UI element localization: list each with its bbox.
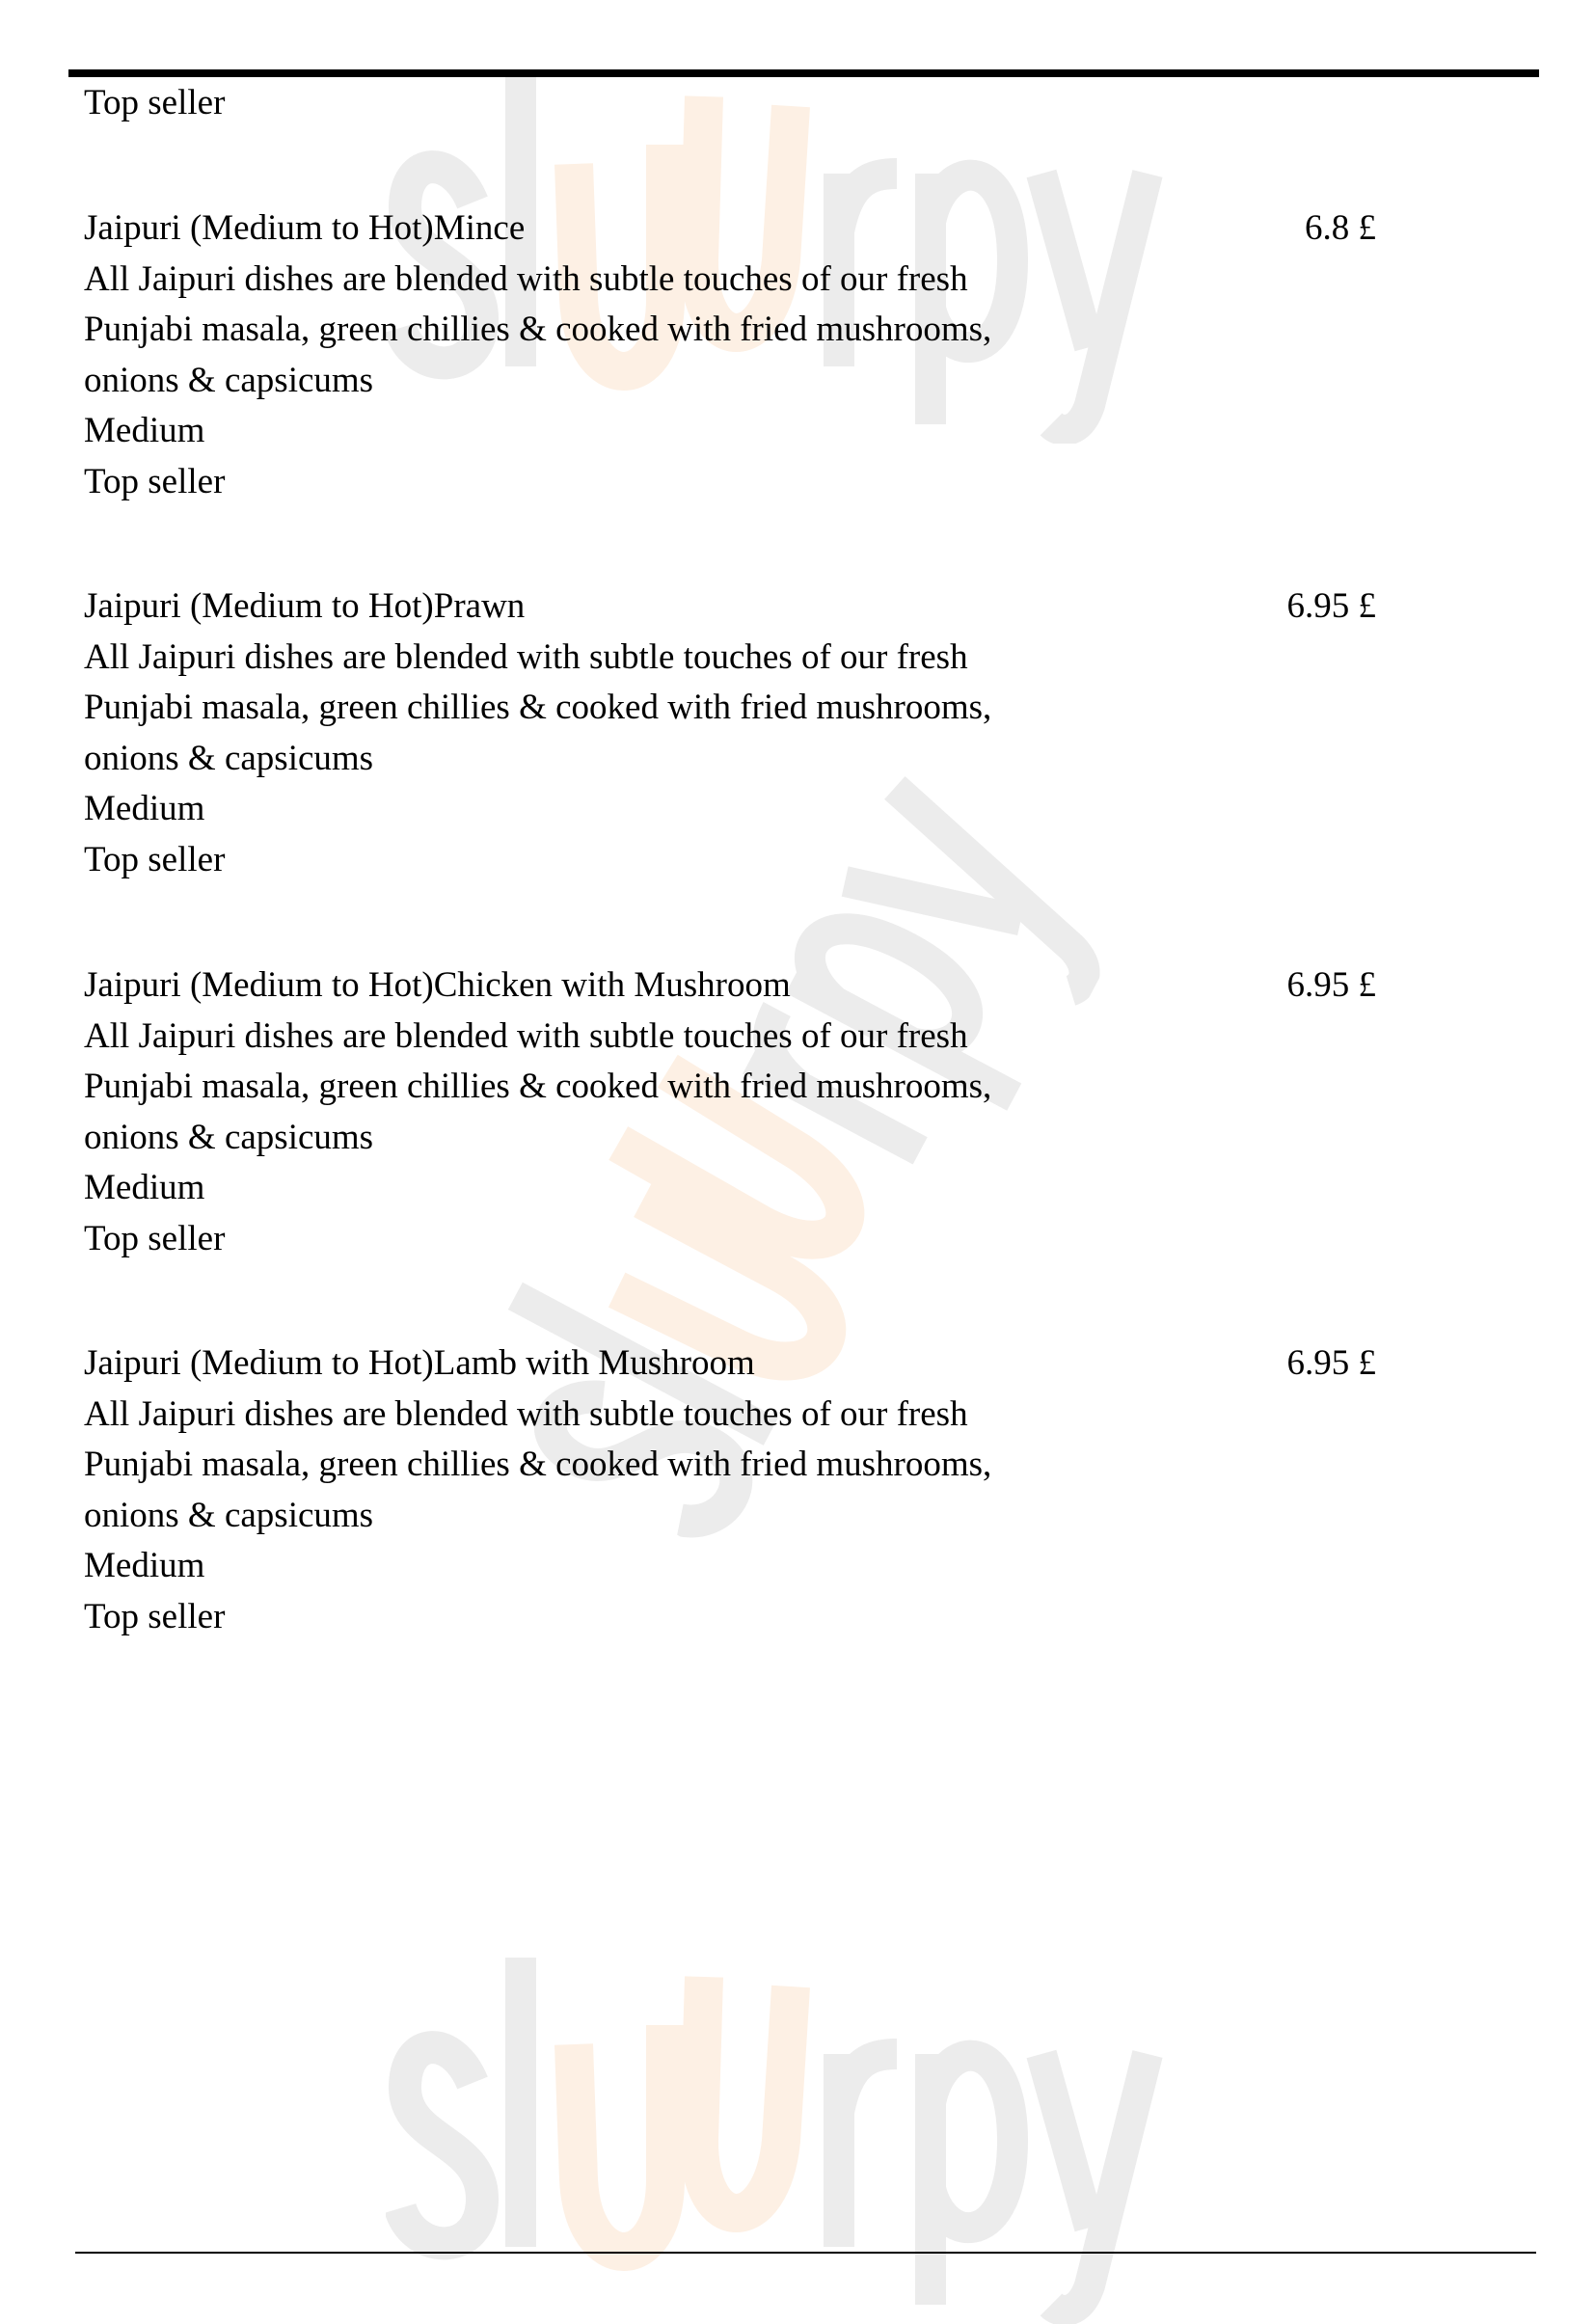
item-description: All Jaipuri dishes are blended with subtle touches of our fresh — [84, 1393, 968, 1434]
item-description: onions & capsicums — [84, 738, 374, 778]
item-tag: Top seller — [84, 1218, 226, 1258]
item-description: Punjabi masala, green chillies & cooked with fried mushrooms, — [84, 1445, 992, 1484]
item-spice: Medium — [84, 789, 205, 828]
menu-item — [84, 581, 1376, 885]
item-spice: Medium — [84, 411, 205, 450]
item-name: Jaipuri (Medium to Hot)Mince — [84, 208, 526, 248]
item-price: 6.95 £ — [1286, 1343, 1376, 1383]
item-price: 6.8 £ — [1305, 208, 1376, 248]
item-tag: Top seller — [84, 839, 226, 879]
item-description: onions & capsicums — [84, 1495, 374, 1535]
menu-item — [84, 203, 1376, 507]
item-price: 6.95 £ — [1286, 586, 1376, 626]
item-description: onions & capsicums — [84, 1117, 374, 1157]
item-name: Jaipuri (Medium to Hot)Chicken with Mushroom — [84, 965, 791, 1005]
item-tag: Top seller — [84, 1596, 226, 1636]
item-description: All Jaipuri dishes are blended with subtle touches of our fresh — [84, 636, 968, 677]
item-price: 6.95 £ — [1286, 965, 1376, 1005]
item-description: All Jaipuri dishes are blended with subtle touches of our fresh — [84, 258, 968, 299]
item-description: onions & capsicums — [84, 360, 374, 400]
continued-tag: Top seller — [84, 83, 226, 122]
bottom-rule — [75, 2252, 1536, 2254]
item-name: Jaipuri (Medium to Hot)Prawn — [84, 586, 526, 626]
watermark-logo — [386, 1919, 1254, 2324]
item-description: Punjabi masala, green chillies & cooked with fried mushrooms, — [84, 688, 992, 727]
top-rule — [68, 69, 1539, 77]
item-description: Punjabi masala, green chillies & cooked with fried mushrooms, — [84, 310, 992, 349]
item-spice: Medium — [84, 1168, 205, 1207]
menu-item — [84, 1338, 1376, 1642]
item-description: Punjabi masala, green chillies & cooked with fried mushrooms, — [84, 1067, 992, 1106]
item-name: Jaipuri (Medium to Hot)Lamb with Mushroom — [84, 1343, 755, 1383]
menu-item — [84, 960, 1376, 1264]
item-tag: Top seller — [84, 461, 226, 501]
item-description: All Jaipuri dishes are blended with subtle touches of our fresh — [84, 1015, 968, 1056]
item-spice: Medium — [84, 1546, 205, 1585]
